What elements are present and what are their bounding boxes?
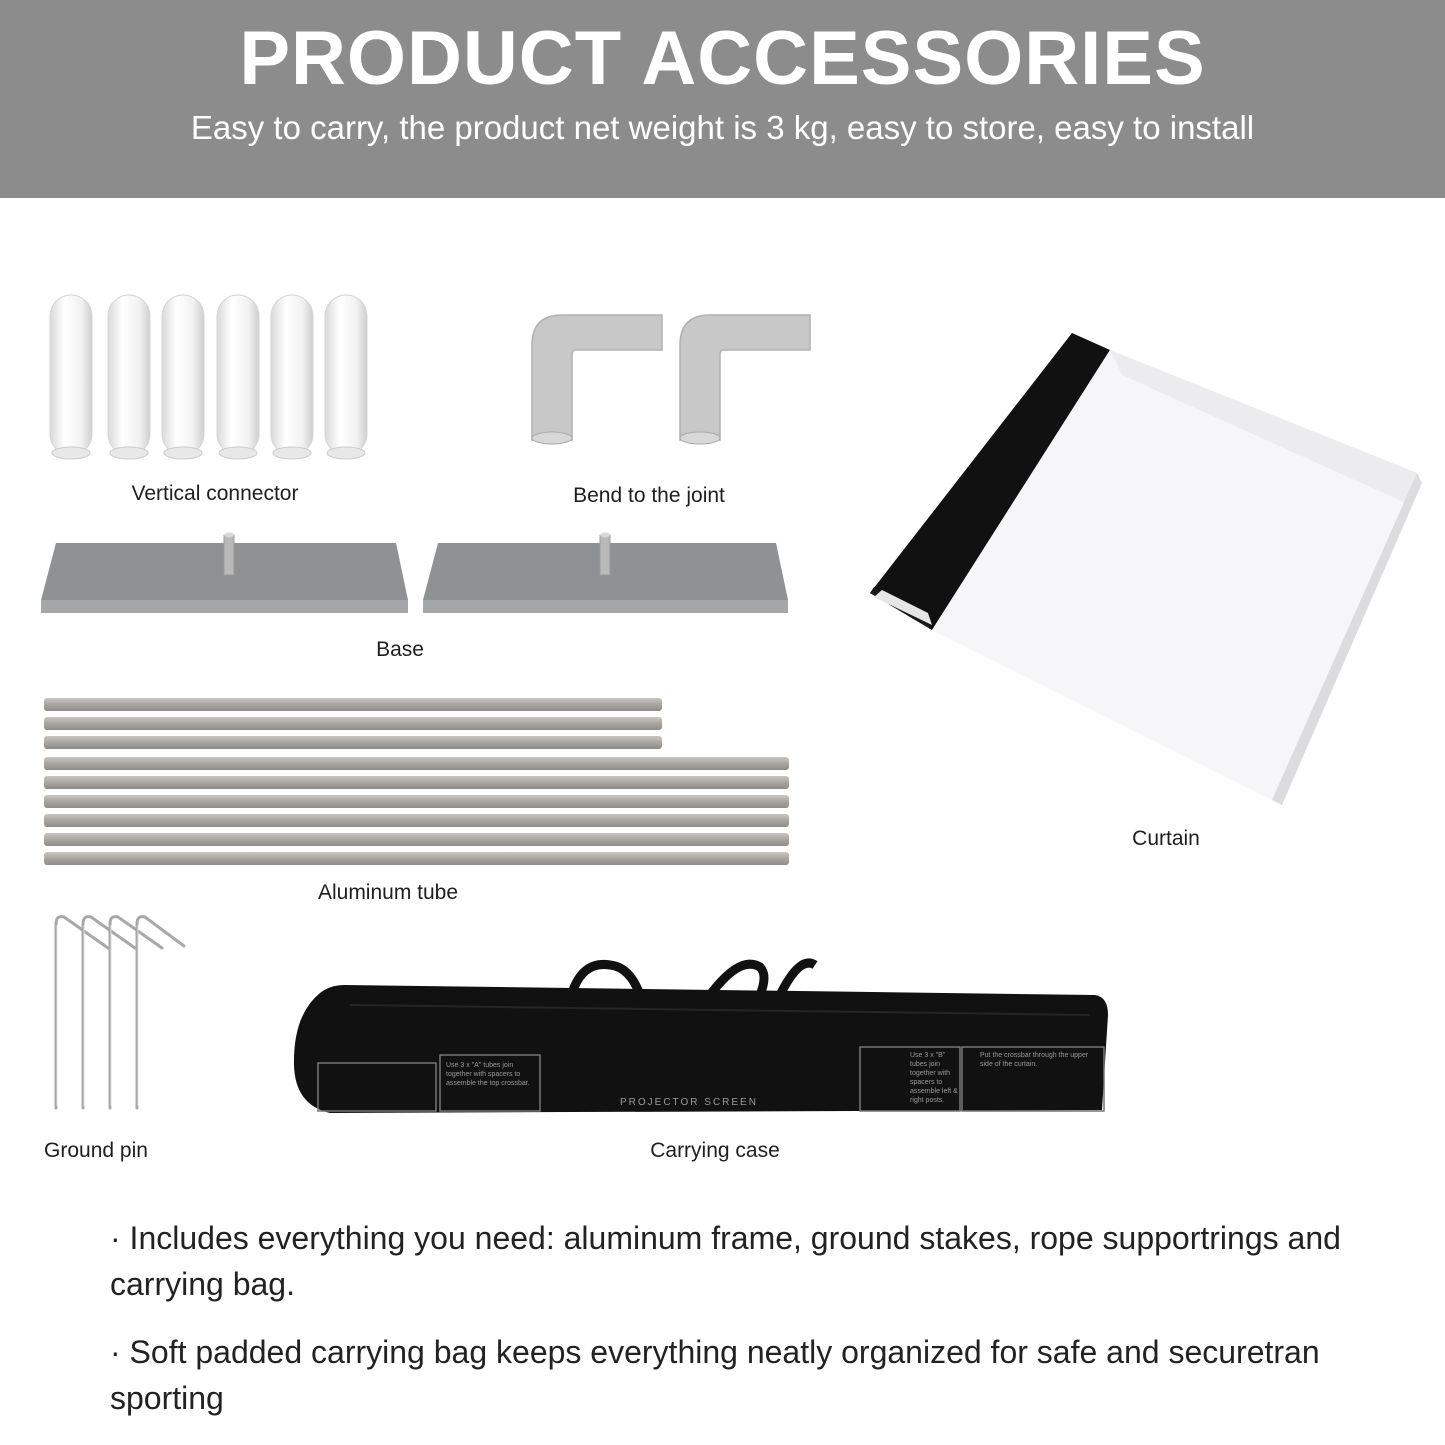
vertical-connector-image bbox=[40, 285, 380, 465]
bend-joint-image bbox=[520, 305, 820, 450]
bullet-item: · Includes everything you need: aluminum frame, ground stakes, rope supportrings and carrying bag. bbox=[110, 1220, 1341, 1302]
connector-tubes bbox=[50, 295, 367, 459]
carrying-case-label: Carrying case bbox=[650, 1139, 780, 1162]
bag-step3-text: Put the crossbar through the upper side of the curtain. bbox=[980, 1052, 1089, 1068]
aluminum-tube-label: Aluminum tube bbox=[317, 881, 459, 904]
feature-bullets bbox=[110, 1215, 1400, 1443]
base-image bbox=[38, 525, 793, 620]
bend-joint-label: Bend to the joint bbox=[573, 484, 725, 507]
carrying-case-image bbox=[290, 955, 1120, 1120]
ground-pin-image bbox=[48, 910, 190, 1115]
short-tubes bbox=[44, 698, 662, 749]
vertical-connector-label: Vertical connector bbox=[131, 482, 299, 505]
page-subtitle: Easy to carry, the product net weight is 3 kg, easy to store, easy to install bbox=[190, 109, 1255, 146]
header-banner bbox=[0, 0, 1445, 198]
base-label: Base bbox=[376, 638, 424, 661]
bag-step1-text: Use 3 x "A" tubes join together with spacers to assemble the top crossbar. bbox=[446, 1062, 530, 1087]
ground-pin-label: Ground pin bbox=[44, 1139, 148, 1162]
curtain-label: Curtain bbox=[1132, 827, 1200, 850]
long-tubes bbox=[44, 757, 789, 865]
aluminum-tube-image bbox=[42, 696, 792, 868]
curtain-image bbox=[862, 325, 1432, 810]
bag-brand-text: PROJECTOR SCREEN bbox=[620, 1097, 758, 1108]
page-title: PRODUCT ACCESSORIES bbox=[239, 16, 1206, 101]
bullet-item: · Soft padded carrying bag keeps everything neatly organized for safe and securetran sporting bbox=[110, 1334, 1320, 1416]
bag-step2-text: Use 3 x "B" tubes join together with spacers to assemble left & right posts. bbox=[910, 1052, 958, 1104]
